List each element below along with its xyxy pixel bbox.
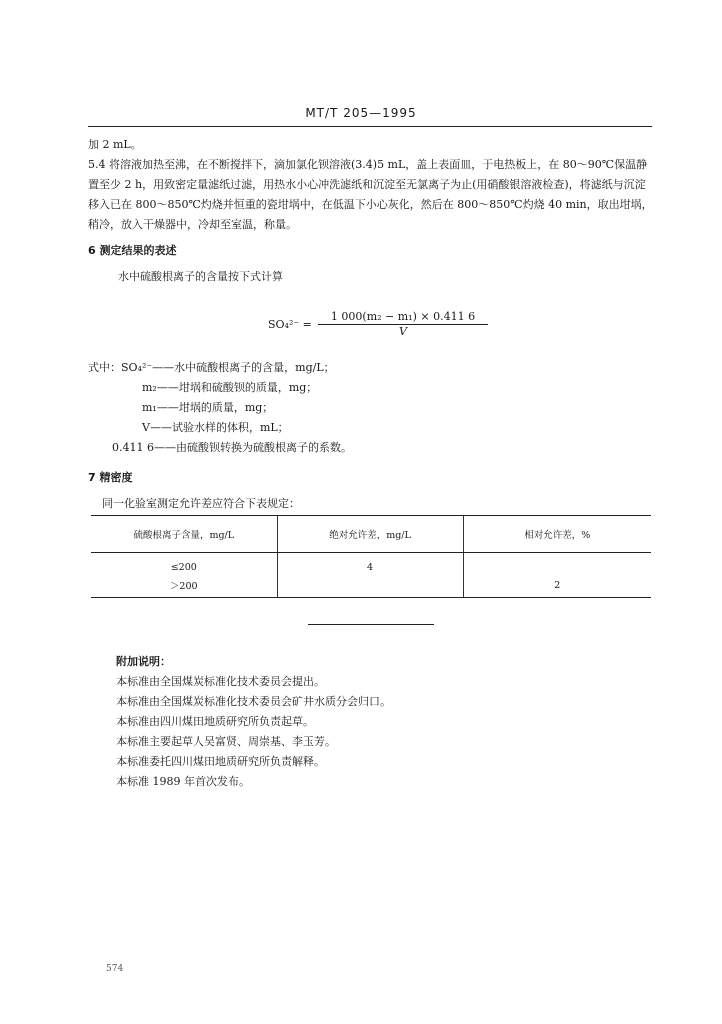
note-item: 本标准由全国煤炭标准化技术委员会矿井水质分会归口。 xyxy=(116,695,391,708)
additional-notes xyxy=(116,652,636,792)
note-item: 本标准主要起草人吴富贤、周崇基、李玉芳。 xyxy=(116,735,336,748)
definition-so4: 式中：SO₄²⁻——水中硫酸根离子的含量，mg/L； xyxy=(88,361,335,374)
page-number: 574 xyxy=(106,964,124,974)
precision-table xyxy=(91,515,651,598)
body-text xyxy=(88,135,654,287)
note-item: 本标准委托四川煤田地质研究所负责解释。 xyxy=(116,755,325,768)
formula-fraction xyxy=(318,310,488,338)
table-cell: 4 xyxy=(277,553,463,577)
table-row xyxy=(91,576,651,598)
table-header-relative: 相对允许差，% xyxy=(463,516,651,553)
formula-lhs: SO₄²⁻ = xyxy=(268,318,312,331)
section-6-heading: 6 测定结果的表述 xyxy=(88,244,177,257)
continuation-line: 加 2 mL。 xyxy=(88,138,142,151)
table-cell: ≤200 xyxy=(170,561,197,573)
definition-v: V——试验水样的体积，mL； xyxy=(142,421,289,434)
table-header-absolute: 绝对允许差，mg/L xyxy=(277,516,463,553)
note-item: 本标准由全国煤炭标准化技术委员会提出。 xyxy=(116,675,325,688)
section-7-intro: 同一化验室测定允许差应符合下表规定： xyxy=(102,497,300,510)
table-row xyxy=(91,553,651,577)
table-cell: 2 xyxy=(463,576,651,598)
formula xyxy=(268,310,508,342)
definition-m1: m₁——坩埚的质量，mg； xyxy=(142,401,274,414)
paragraph-5-4: 5.4 将溶液加热至沸，在不断搅拌下，滴加氯化钡溶液(3.4)5 mL，盖上表面皿，于电热板上，在 80～90℃保温静置至少 2 h，用致密定量滤纸过滤，用热水小心冲洗滤纸和沉淀至无氯离子为止(用硝酸银溶液检查)，将滤纸与沉淀移入已在 800～850℃灼烧并恒重的瓷坩埚中，在低温下小心灰化，然后在 800～850℃灼烧 40 min，取出坩埚，稍冷，放入干燥器中，冷却至室温，称量。 xyxy=(88,158,653,231)
definition-coefficient: 0.411 6——由硫酸钡转换为硫酸根离子的系数。 xyxy=(112,441,352,454)
section-7-heading: 7 精密度 xyxy=(88,471,133,484)
table-cell xyxy=(277,576,463,598)
notes-title: 附加说明： xyxy=(116,655,171,668)
header-rule xyxy=(88,126,652,127)
note-item: 本标准 1989 年首次发布。 xyxy=(116,775,250,788)
table-cell: ＞200 xyxy=(91,576,277,598)
table-header-content: 硫酸根离子含量，mg/L xyxy=(91,516,277,553)
table-cell xyxy=(463,553,651,577)
formula-definitions xyxy=(88,358,654,514)
formula-numerator: 1 000(m₂ − m₁) × 0.411 6 xyxy=(318,310,488,325)
note-item: 本标准由四川煤田地质研究所负责起草。 xyxy=(116,715,314,728)
end-rule xyxy=(308,624,434,625)
section-6-intro: 水中硫酸根离子的含量按下式计算 xyxy=(118,270,283,283)
definition-m2: m₂——坩埚和硫酸钡的质量，mg； xyxy=(142,381,318,394)
formula-denominator: V xyxy=(399,325,407,338)
document-header: MT/T 205—1995 xyxy=(305,106,417,120)
